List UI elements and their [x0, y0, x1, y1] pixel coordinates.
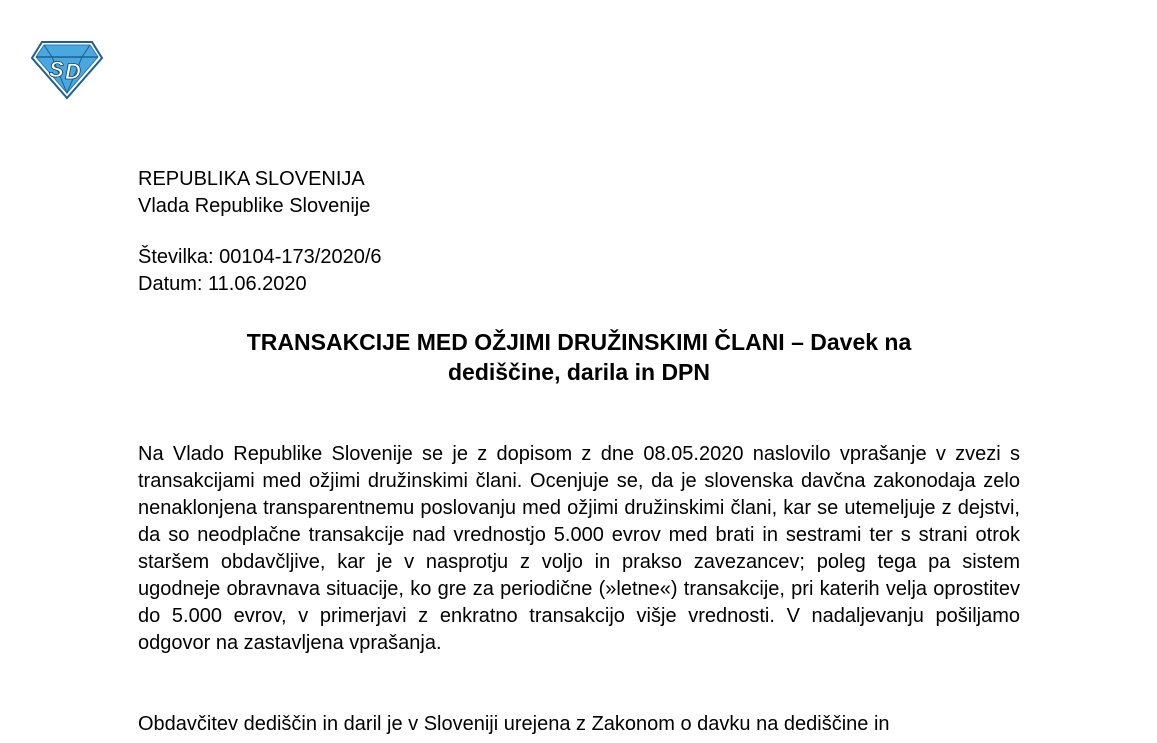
document-title-line1: TRANSAKCIJE MED OŽJIMI DRUŽINSKIMI ČLANI – Davek na [246, 329, 912, 355]
body-paragraph-2: Obdavčitev dediščin in daril je v Sloveniji urejena z Zakonom o davku na dediščine in [138, 713, 890, 735]
document-title-line2: dediščine, darila in DPN [447, 359, 711, 385]
document-date: Datum: 11.06.2020 [138, 273, 307, 295]
svg-text:D: D [65, 59, 81, 84]
document-meta [138, 244, 382, 298]
sd-diamond-logo-icon [30, 40, 104, 100]
document-title [138, 327, 1020, 387]
logo [30, 40, 104, 100]
issuer-country: REPUBLIKA SLOVENIJA [138, 168, 365, 190]
issuer-block [138, 166, 370, 220]
body-paragraph-1: Na Vlado Republike Slovenije se je z dopisom z dne 08.05.2020 naslovilo vprašanje v zvezi s transakcijami med ožjimi družinskimi člani. Ocenjuje se, da je slovenska davčna zakonodaja zelo nenaklonjena transparentnemu poslovanju med ožjimi družinskimi člani, kar se utemeljuje z dejstvi, da so neodplačne transakcije nad vrednostjo 5.000 evrov med brati in sestrami ter s strani otrok staršem obdavčljive, kar je v nasprotju z voljo in prakso zavezancev; poleg tega pa sistem ugodneje obravnava situacije, ko gre za periodične (»letne«) transakcije, pri katerih velja oprostitev do 5.000 evrov, v primerjavi z enkratno transakcijo višje vrednosti. V nadaljevanju pošiljamo odgovor na zastavljena vprašanja. [138, 443, 1020, 654]
document-number: Številka: 00104-173/2020/6 [138, 246, 382, 268]
svg-text:S: S [49, 57, 64, 82]
issuer-government: Vlada Republike Slovenije [138, 195, 371, 217]
